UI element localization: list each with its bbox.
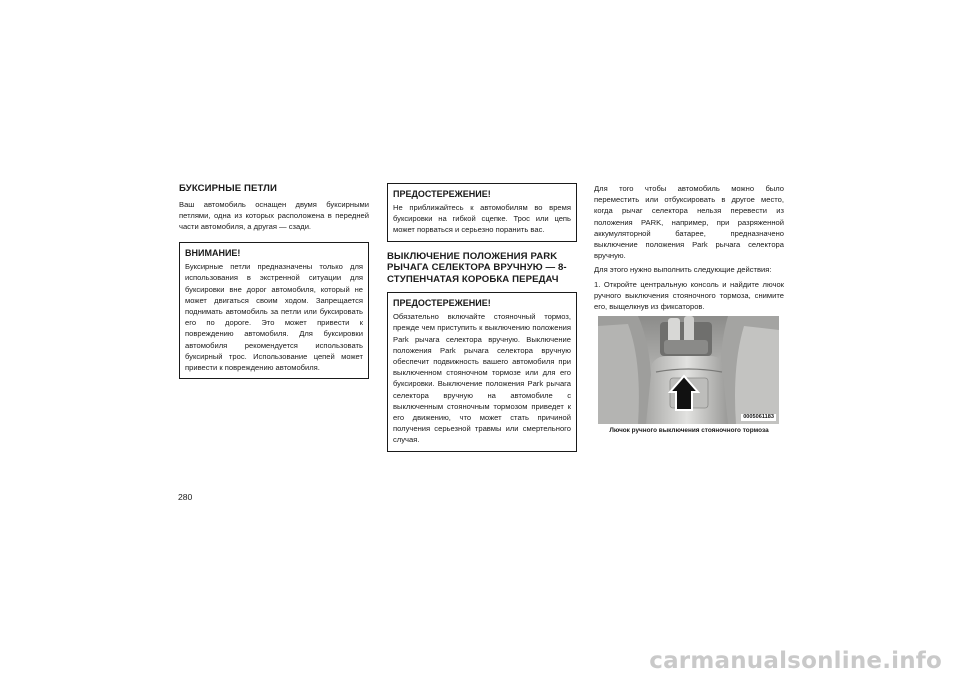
warning-box-towing bbox=[387, 183, 577, 242]
warning-title: ПРЕДОСТЕРЕЖЕНИЕ! bbox=[393, 189, 491, 199]
notice-title: ВНИМАНИЕ! bbox=[185, 248, 241, 259]
figure-code: 0005061183 bbox=[743, 414, 774, 421]
warning-box-park-release bbox=[387, 292, 577, 451]
notice-box bbox=[179, 242, 369, 379]
step-1: 1. Откройте центральную консоль и найдите лючок ручного выключения стояночного тормоза, снимите его, выщелкнув из фиксаторов. bbox=[594, 279, 784, 312]
left-column bbox=[179, 183, 369, 379]
right-column bbox=[594, 183, 784, 435]
console-photo bbox=[598, 316, 779, 424]
section-heading-tow-hooks: БУКСИРНЫЕ ПЕТЛИ bbox=[179, 183, 278, 194]
warning-title: ПРЕДОСТЕРЕЖЕНИЕ! bbox=[393, 298, 491, 309]
warning-text: Не приближайтесь к автомобилям во время буксировки на гибкой сцепке. Трос или цепь может порваться и серьезно поранить вас. bbox=[393, 203, 571, 235]
watermark: carmanualsonline.info bbox=[649, 648, 942, 674]
warning-text: Обязательно включайте стояночный тормоз, прежде чем приступить к выключению положения Park рычага селектора вручную. Выключение положения Park рычага селектора вручную обеспечит подвижность вашего автомобиля при выключенном стояночном тормозе или для его буксировки. Выключение положения Park рычага селектора вручную на автомобиле с выключенным стояночным тормозом приведет к его движению, что может стать причиной получения серьезной травмы или смертельного случая. bbox=[393, 312, 571, 445]
section-heading-park-release: ВЫКЛЮЧЕНИЕ ПОЛОЖЕНИЯ PARK РЫЧАГА СЕЛЕКТОРА ВРУЧНУЮ — 8-СТУПЕНЧАТАЯ КОРОБКА ПЕРЕДАЧ bbox=[387, 250, 567, 285]
steps-intro: Для этого нужно выполнить следующие действия: bbox=[594, 265, 772, 275]
park-release-paragraph: Для того чтобы автомобиль можно было переместить или отбуксировать в другое место, когда рычаг селектора нельзя перевести из положения PARK, например, при разряженной аккумуляторной батарее, предназначено выключение положения Park рычага селектора вручную. bbox=[594, 184, 784, 261]
tow-hooks-intro: Ваш автомобиль оснащен двумя буксирными петлями, одна из которых расположена в передней части автомобиля, а другая — сзади. bbox=[179, 199, 369, 231]
console-illustration bbox=[598, 316, 779, 424]
notice-text: Буксирные петли предназначены только для использования в экстренной ситуации для буксировки вне дорог автомобиля, который не может двигаться своим ходом. Запрещается поднимать автомобиль за петли или буксировать его по дороге. Это может привести к повреждению автомобиля. Для буксировки автомобиля рекомендуется использовать буксирный трос. Использование цепей может привести к повреждению автомобиля. bbox=[185, 262, 363, 372]
page-number: 280 bbox=[178, 492, 193, 502]
figure-caption: Лючок ручного выключения стояночного тормоза bbox=[609, 427, 769, 435]
middle-column bbox=[387, 183, 577, 452]
